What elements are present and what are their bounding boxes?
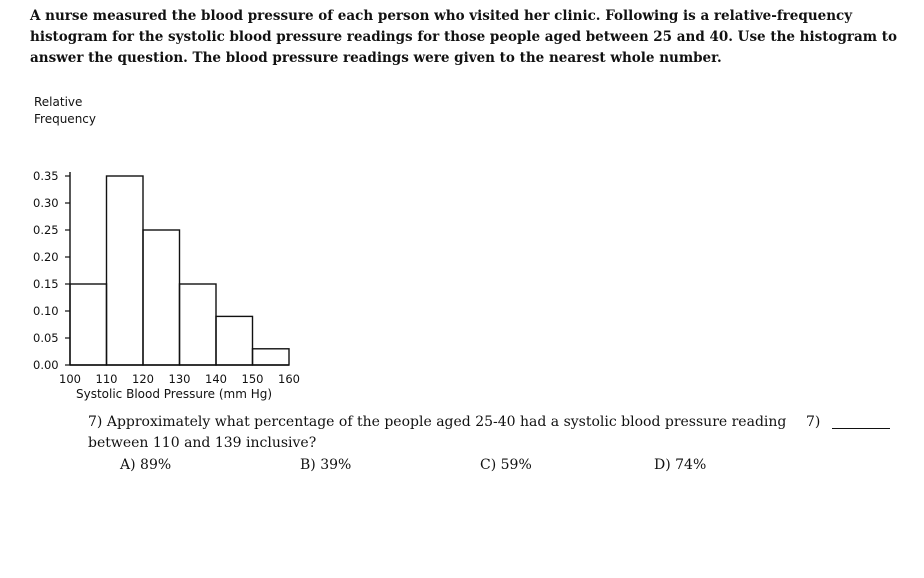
choice-a[interactable] [120,455,171,476]
y-tick-label: 0.05 [33,331,59,345]
histogram-bar [216,316,253,365]
choice-b[interactable] [300,455,351,476]
x-tick-label: 120 [132,372,154,386]
problem-intro: A nurse measured the blood pressure of each person who visited her clinic. Following is a relative-frequency histogram for the systolic blood pressure readings for those people aged between 25 and 40. Use the histogram to answer the question. The blood pressure readings were given to the nearest whole number. [30,8,897,66]
y-tick-label: 0.00 [33,358,59,372]
x-tick-label: 150 [241,372,264,386]
x-tick-label: 100 [59,372,81,386]
choice-d-text: 74% [675,457,707,473]
choice-c-text: 59% [500,457,532,473]
answer-blank[interactable] [832,428,890,429]
choice-d-letter: D) [654,457,671,473]
y-axis-label-line-2: Frequency [34,112,96,126]
y-axis-label-line-1: Relative [34,95,83,109]
y-tick-label: 0.10 [33,304,59,318]
y-tick-label: 0.30 [33,196,59,210]
histogram-bar [180,284,217,365]
x-tick-label: 110 [95,372,118,386]
choice-b-text: 39% [320,457,352,473]
y-tick-label: 0.15 [33,277,59,291]
choice-b-letter: B) [300,457,316,473]
question-body: Approximately what percentage of the people aged 25-40 had a systolic blood pressure reading between 110 and 139 inclusive? [88,414,787,451]
answer-number: 7) [806,414,821,430]
x-axis-label: Systolic Blood Pressure (mm Hg) [76,387,273,401]
choice-a-letter: A) [120,457,136,473]
choice-c[interactable] [480,455,532,476]
x-tick-label: 130 [168,372,191,386]
question-text [88,412,788,454]
histogram-bar [107,176,144,365]
y-tick-label: 0.35 [33,169,59,183]
x-tick-label: 140 [205,372,227,386]
histogram-bar [253,349,290,365]
choice-d[interactable] [654,455,706,476]
y-tick-label: 0.25 [33,223,59,237]
question-number: 7) [88,414,103,430]
histogram-bar [70,284,107,365]
y-tick-label: 0.20 [33,250,59,264]
choice-a-text: 89% [140,457,172,473]
choice-c-letter: C) [480,457,497,473]
x-tick-label: 160 [278,372,300,386]
histogram-bar [143,230,180,365]
